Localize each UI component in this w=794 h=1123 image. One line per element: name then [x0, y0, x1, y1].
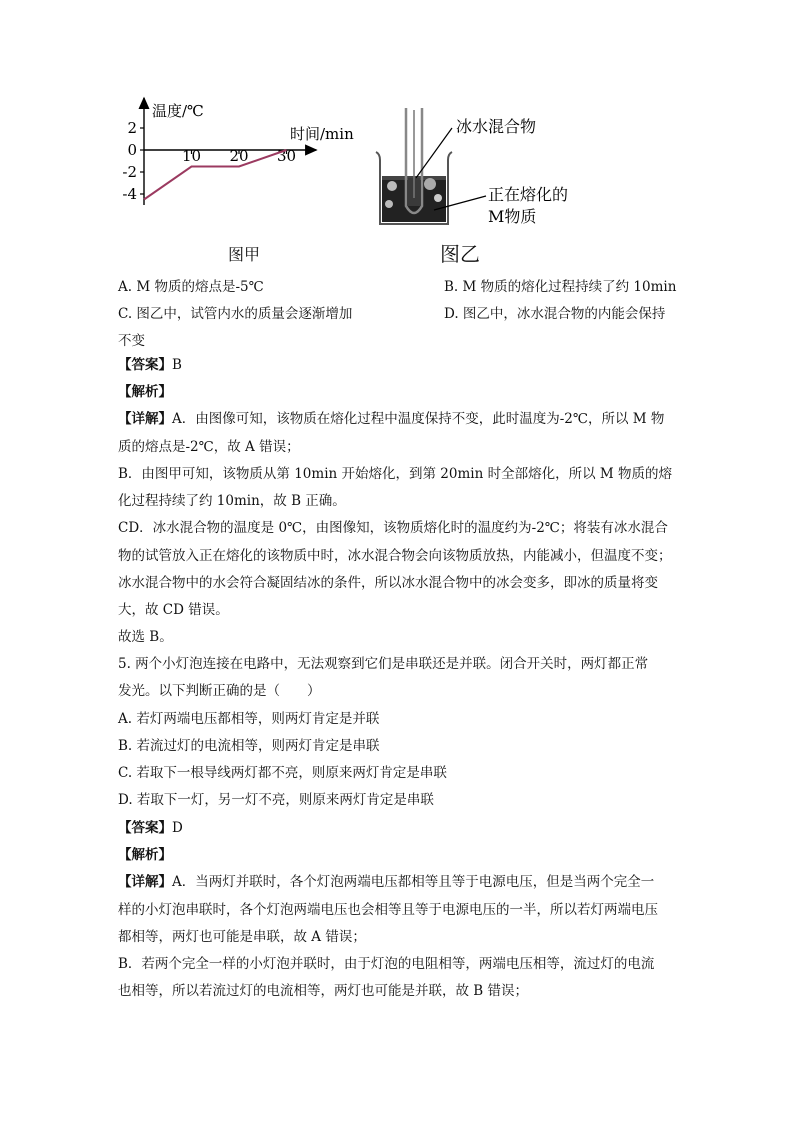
q4-option-d: D. 图乙中，冰水混合物的内能会保持: [444, 306, 666, 322]
ice-chunk: [424, 178, 436, 190]
y-tick-label: -2: [122, 163, 137, 181]
answer-value: B: [172, 357, 182, 373]
q4-analysis-tag: 【解析】: [118, 384, 172, 400]
q5-detail-line: 样的小灯泡串联时，各个灯泡两端电压也会相等且等于电源电压的一半，所以若灯两端电压: [118, 902, 658, 918]
ice-chunk: [434, 194, 442, 202]
figure-jia-graph: [118, 96, 368, 226]
q4-option-c: C. 图乙中，试管内水的质量会逐渐增加: [118, 306, 353, 322]
detail-tag: 【详解】: [118, 874, 172, 890]
q4-conclusion: 故选 B。: [118, 629, 173, 645]
y-axis-label: 温度/℃: [152, 102, 204, 120]
series: [144, 150, 287, 200]
q5-option-b: B. 若流过灯的电流相等，则两灯肯定是串联: [118, 738, 380, 754]
q5-option-c: C. 若取下一根导线两灯都不亮，则原来两灯肯定是串联: [118, 765, 447, 781]
answer-value: D: [172, 820, 183, 836]
y-tick-label: 2: [127, 119, 137, 137]
x-tick-label: 20: [229, 147, 249, 165]
detail-text: A．由图像可知，该物质在熔化过程中温度保持不变，此时温度为-2℃，所以 M 物: [172, 411, 665, 427]
q4-detail-line: 质的熔点是-2℃，故 A 错误；: [118, 439, 300, 455]
y-tick-label: 0: [127, 141, 137, 159]
label-melting-line1: 正在熔化的: [488, 185, 569, 204]
q4-option-b: B. M 物质的熔化过程持续了约 10min: [444, 279, 677, 295]
label-ice-water: 冰水混合物: [456, 117, 537, 136]
q5-detail-line: 都相等，两灯也可能是串联，故 A 错误；: [118, 929, 366, 945]
figure-yi-diagram: [372, 106, 632, 238]
q5-detail-line: B．若两个完全一样的小灯泡并联时，由于灯泡的电阻相等，两端电压相等，流过灯的电流: [118, 956, 655, 972]
q5-option-d: D. 若取下一灯，另一灯不亮，则原来两灯肯定是串联: [118, 792, 434, 808]
tick-labels: [122, 119, 296, 203]
q4-detail-line: [118, 409, 664, 429]
q4-detail-line: 大，故 CD 错误。: [118, 602, 229, 618]
q4-detail-line: CD．冰水混合物的温度是 0℃，由图像知，该物质熔化时的温度约为-2℃；将装有冰水混合: [118, 520, 668, 536]
figure-jia-caption: 图甲: [228, 245, 261, 264]
q4-detail-line: B．由图甲可知，该物质从第 10min 开始熔化，到第 20min 时全部熔化，所以 M 物质的熔: [118, 466, 672, 482]
x-tick-label: 30: [276, 147, 297, 165]
q5-detail-line: [118, 872, 654, 892]
q5-analysis-tag: 【解析】: [118, 847, 172, 863]
answer-tag: 【答案】: [118, 357, 172, 373]
detail-text: A．当两灯并联时，各个灯泡两端电压都相等且等于电源电压，但是当两个完全一: [172, 874, 655, 890]
q4-detail-line: 冰水混合物中的水会符合凝固结冰的条件，所以冰水混合物中的冰会变多，即冰的质量将变: [118, 575, 658, 591]
ice-chunk: [385, 200, 393, 208]
q5-stem: 5. 两个小灯泡连接在电路中，无法观察到它们是串联还是并联。闭合开关时，两灯都正常: [118, 656, 649, 672]
answer-tag: 【答案】: [118, 820, 172, 836]
detail-tag: 【详解】: [118, 411, 172, 427]
q4-answer: [118, 355, 182, 375]
label-melting-line2: M物质: [488, 207, 537, 226]
figure-yi-caption: 图乙: [440, 242, 480, 266]
ice-chunk: [387, 181, 397, 191]
x-axis-label: 时间/min: [290, 125, 354, 143]
q4-option-a: A. M 物质的熔点是-5℃: [118, 279, 264, 295]
q4-option-d-continued: 不变: [118, 333, 145, 349]
q5-stem: 发光。以下判断正确的是（ ）: [118, 683, 321, 699]
y-tick-label: -4: [122, 185, 137, 203]
q5-detail-line: 也相等，所以若流过灯的电流相等，两灯也可能是并联，故 B 错误；: [118, 983, 529, 999]
q4-detail-line: 物的试管放入正在熔化的该物质中时，冰水混合物会向该物质放热，内能减小，但温度不变；: [118, 548, 672, 564]
q4-detail-line: 化过程持续了约 10min，故 B 正确。: [118, 493, 346, 509]
x-tick-label: 10: [181, 147, 202, 165]
temperature-curve: [144, 150, 287, 200]
q5-answer: [118, 818, 183, 838]
q5-option-a: A. 若灯两端电压都相等，则两灯肯定是并联: [118, 711, 380, 727]
